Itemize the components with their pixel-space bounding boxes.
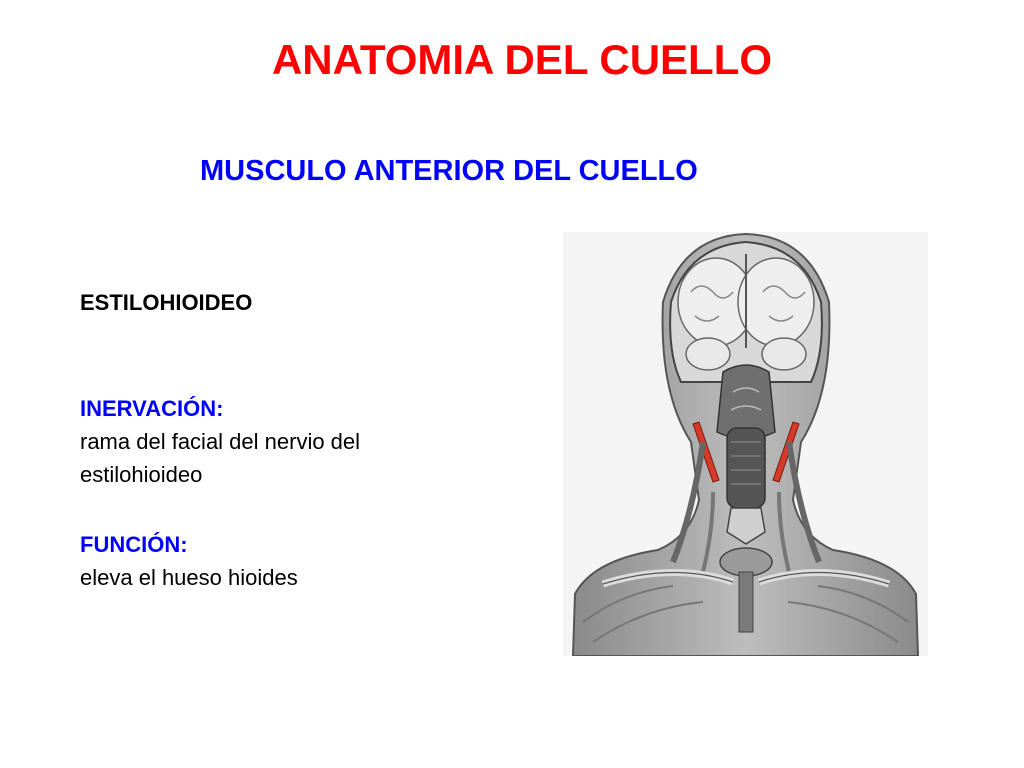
function-heading: FUNCIÓN:	[80, 532, 188, 557]
innervation-text: rama del facial del nervio del estilohioideo	[80, 429, 361, 487]
slide-title: ANATOMIA DEL CUELLO	[271, 36, 773, 83]
innervation-section	[80, 392, 480, 491]
function-text: eleva el hueso hioides	[80, 565, 298, 590]
function-section	[80, 528, 480, 594]
innervation-heading: INERVACIÓN:	[80, 396, 224, 421]
slide-subtitle: MUSCULO ANTERIOR DEL CUELLO	[200, 155, 698, 187]
anatomy-illustration	[563, 232, 928, 656]
muscle-name: ESTILOHIOIDEO	[80, 290, 253, 315]
head-neck-section-icon	[563, 232, 928, 656]
